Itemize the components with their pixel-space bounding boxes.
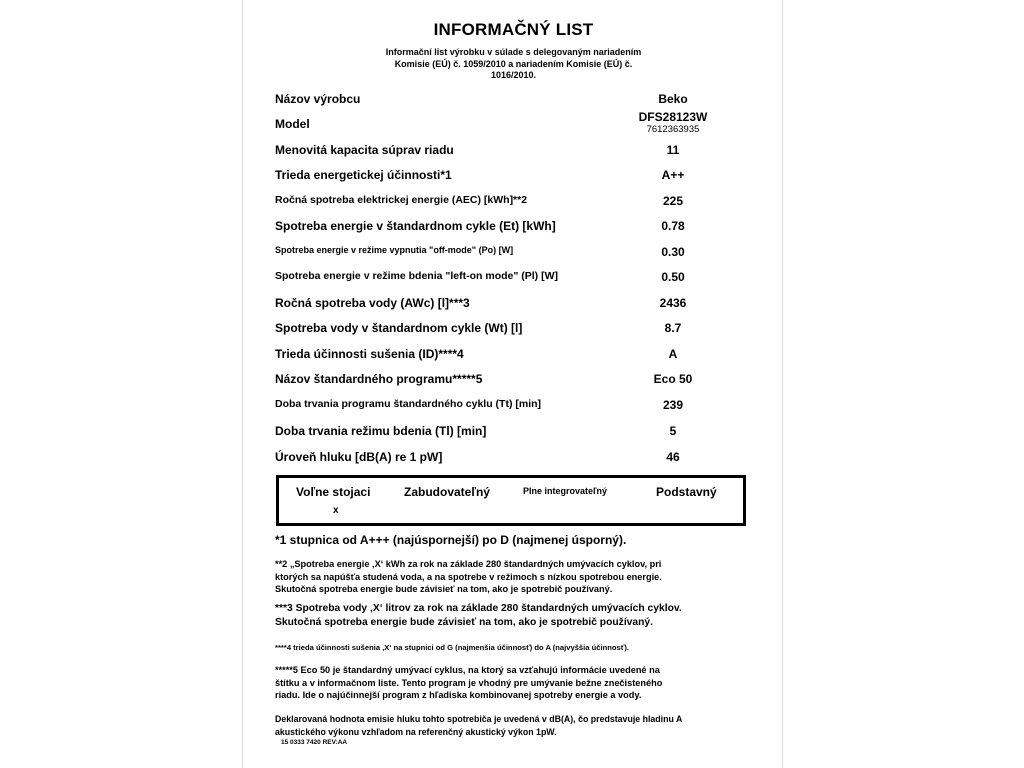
spec-value: 2436 xyxy=(659,296,687,310)
note-line: Skutočná spotreba energie bude závisieť na tom, ako je spotrebič používaný. xyxy=(275,617,654,628)
spec-value: 0.78 xyxy=(661,219,685,233)
spec-value: Eco 50 xyxy=(653,372,693,386)
note-line: ****4 trieda účinnosti sušenia ‚X‘ na stupnici od G (najmenšia účinnosť) do A (najvyššia účinnosť). xyxy=(275,643,629,652)
spec-label: Názov výrobcu xyxy=(275,92,361,106)
option-built-in: Zabudovateľný xyxy=(404,485,490,499)
spec-value: A xyxy=(668,347,678,361)
spec-label: Názov štandardného programu*****5 xyxy=(275,372,483,386)
note-line: *****5 Eco 50 je štandardný umývací cyklus, na ktorý sa vzťahujú informácie uvedené na xyxy=(275,665,660,675)
note-drying-class xyxy=(275,643,755,652)
sheet-subtitle xyxy=(343,47,684,82)
spec-label: Úroveň hluku [dB(A) re 1 pW] xyxy=(275,450,443,464)
note-line: ***3 Spotreba vody ‚X‘ litrov za rok na základe 280 štandardných umývacích cyklov. xyxy=(275,603,682,614)
spec-value: 0.30 xyxy=(661,245,685,259)
spec-label: Spotreba energie v štandardnom cykle (Et) [kWh] xyxy=(275,219,556,233)
spec-value: DFS28123W xyxy=(638,110,708,124)
spec-label: Model xyxy=(275,117,310,131)
note-line: *1 stupnica od A+++ (najúspornejší) po D (najmenej úsporný). xyxy=(275,533,627,547)
note-line: Skutočná spotreba energie bude závisieť na tom, ako je spotrebič používaný. xyxy=(275,584,613,594)
note-water-consumption xyxy=(275,602,755,630)
note-noise-declaration xyxy=(275,713,755,738)
option-undercounter: Podstavný xyxy=(656,485,717,499)
spec-value: 225 xyxy=(662,194,684,208)
spec-value: 5 xyxy=(669,424,677,438)
spec-label: Spotreba energie v režime vypnutia "off-mode" (Po) [W] xyxy=(275,245,514,255)
note-line: **2 „Spotreba energie ‚X‘ kWh za rok na základe 280 štandardných umývacích cyklov, pri xyxy=(275,559,662,569)
note-line: štítku a v informačnom liste. Tento program je vhodný pre umývanie bežne znečisteného xyxy=(275,677,663,688)
note-line: riadu. Ide o najúčinnejší program z hľadiska kombinovanej spotreby energie a vody. xyxy=(275,690,642,700)
document-code: 15 0333 7420 REV:AA xyxy=(281,739,348,746)
note-line: akustického výkonu vzhľadom na referenčný akustický výkon 1pW. xyxy=(275,726,557,737)
spec-value: 8.7 xyxy=(664,321,682,335)
spec-value: 0.50 xyxy=(661,270,685,284)
spec-label: Trieda účinnosti sušenia (ID)****4 xyxy=(275,347,464,361)
note-line: Deklarovaná hodnota emisie hluku tohto spotrebiča je uvedená v dB(A), čo predstavuje hladinu A xyxy=(275,714,683,724)
option-fully-integrated: Plne integrovateľný xyxy=(523,486,607,496)
spec-value: 46 xyxy=(666,450,680,464)
selected-mark: x xyxy=(333,505,339,516)
spec-value: A++ xyxy=(661,168,685,182)
spec-label: Menovitá kapacita súprav riadu xyxy=(275,143,454,157)
note-energy-consumption xyxy=(275,558,755,596)
spec-label: Spotreba vody v štandardnom cykle (Wt) [l] xyxy=(275,321,523,335)
spec-label: Doba trvania programu štandardného cyklu (Tt) [min] xyxy=(275,398,542,410)
subtitle-line: Komisie (EÚ) č. 1059/2010 a nariadením Komisie (EÚ) č. xyxy=(394,58,633,69)
subtitle-line: Informační list výrobku v súlade s delegovaným nariadením xyxy=(385,47,642,57)
spec-label: Doba trvania režimu bdenia (Tl) [min] xyxy=(275,424,487,438)
spec-label: Trieda energetickej účinnosti*1 xyxy=(275,168,452,182)
spec-value: 11 xyxy=(666,143,680,157)
spec-subvalue: 7612363935 xyxy=(646,124,700,135)
note-line: ktorých sa napúšťa studená voda, a na spotrebe v režimoch s nízkou spotrebou energie. xyxy=(275,571,662,582)
spec-value: Beko xyxy=(658,92,688,106)
spec-label: Ročná spotreba elektrickej energie (AEC) [kWh]**2 xyxy=(275,194,528,206)
installation-type-box xyxy=(276,475,746,526)
information-sheet xyxy=(242,0,783,768)
note-standard-program xyxy=(275,664,755,702)
option-freestanding: Voľne stojaci xyxy=(296,485,371,499)
spec-label: Ročná spotreba vody (AWc) [l]***3 xyxy=(275,296,470,310)
note-energy-scale xyxy=(275,533,755,547)
subtitle-line: 1016/2010. xyxy=(490,70,537,80)
spec-label: Spotreba energie v režime bdenia "left-on mode" (Pl) [W] xyxy=(275,270,558,282)
sheet-title: INFORMAČNÝ LIST xyxy=(433,20,594,39)
spec-value: 239 xyxy=(662,398,684,412)
